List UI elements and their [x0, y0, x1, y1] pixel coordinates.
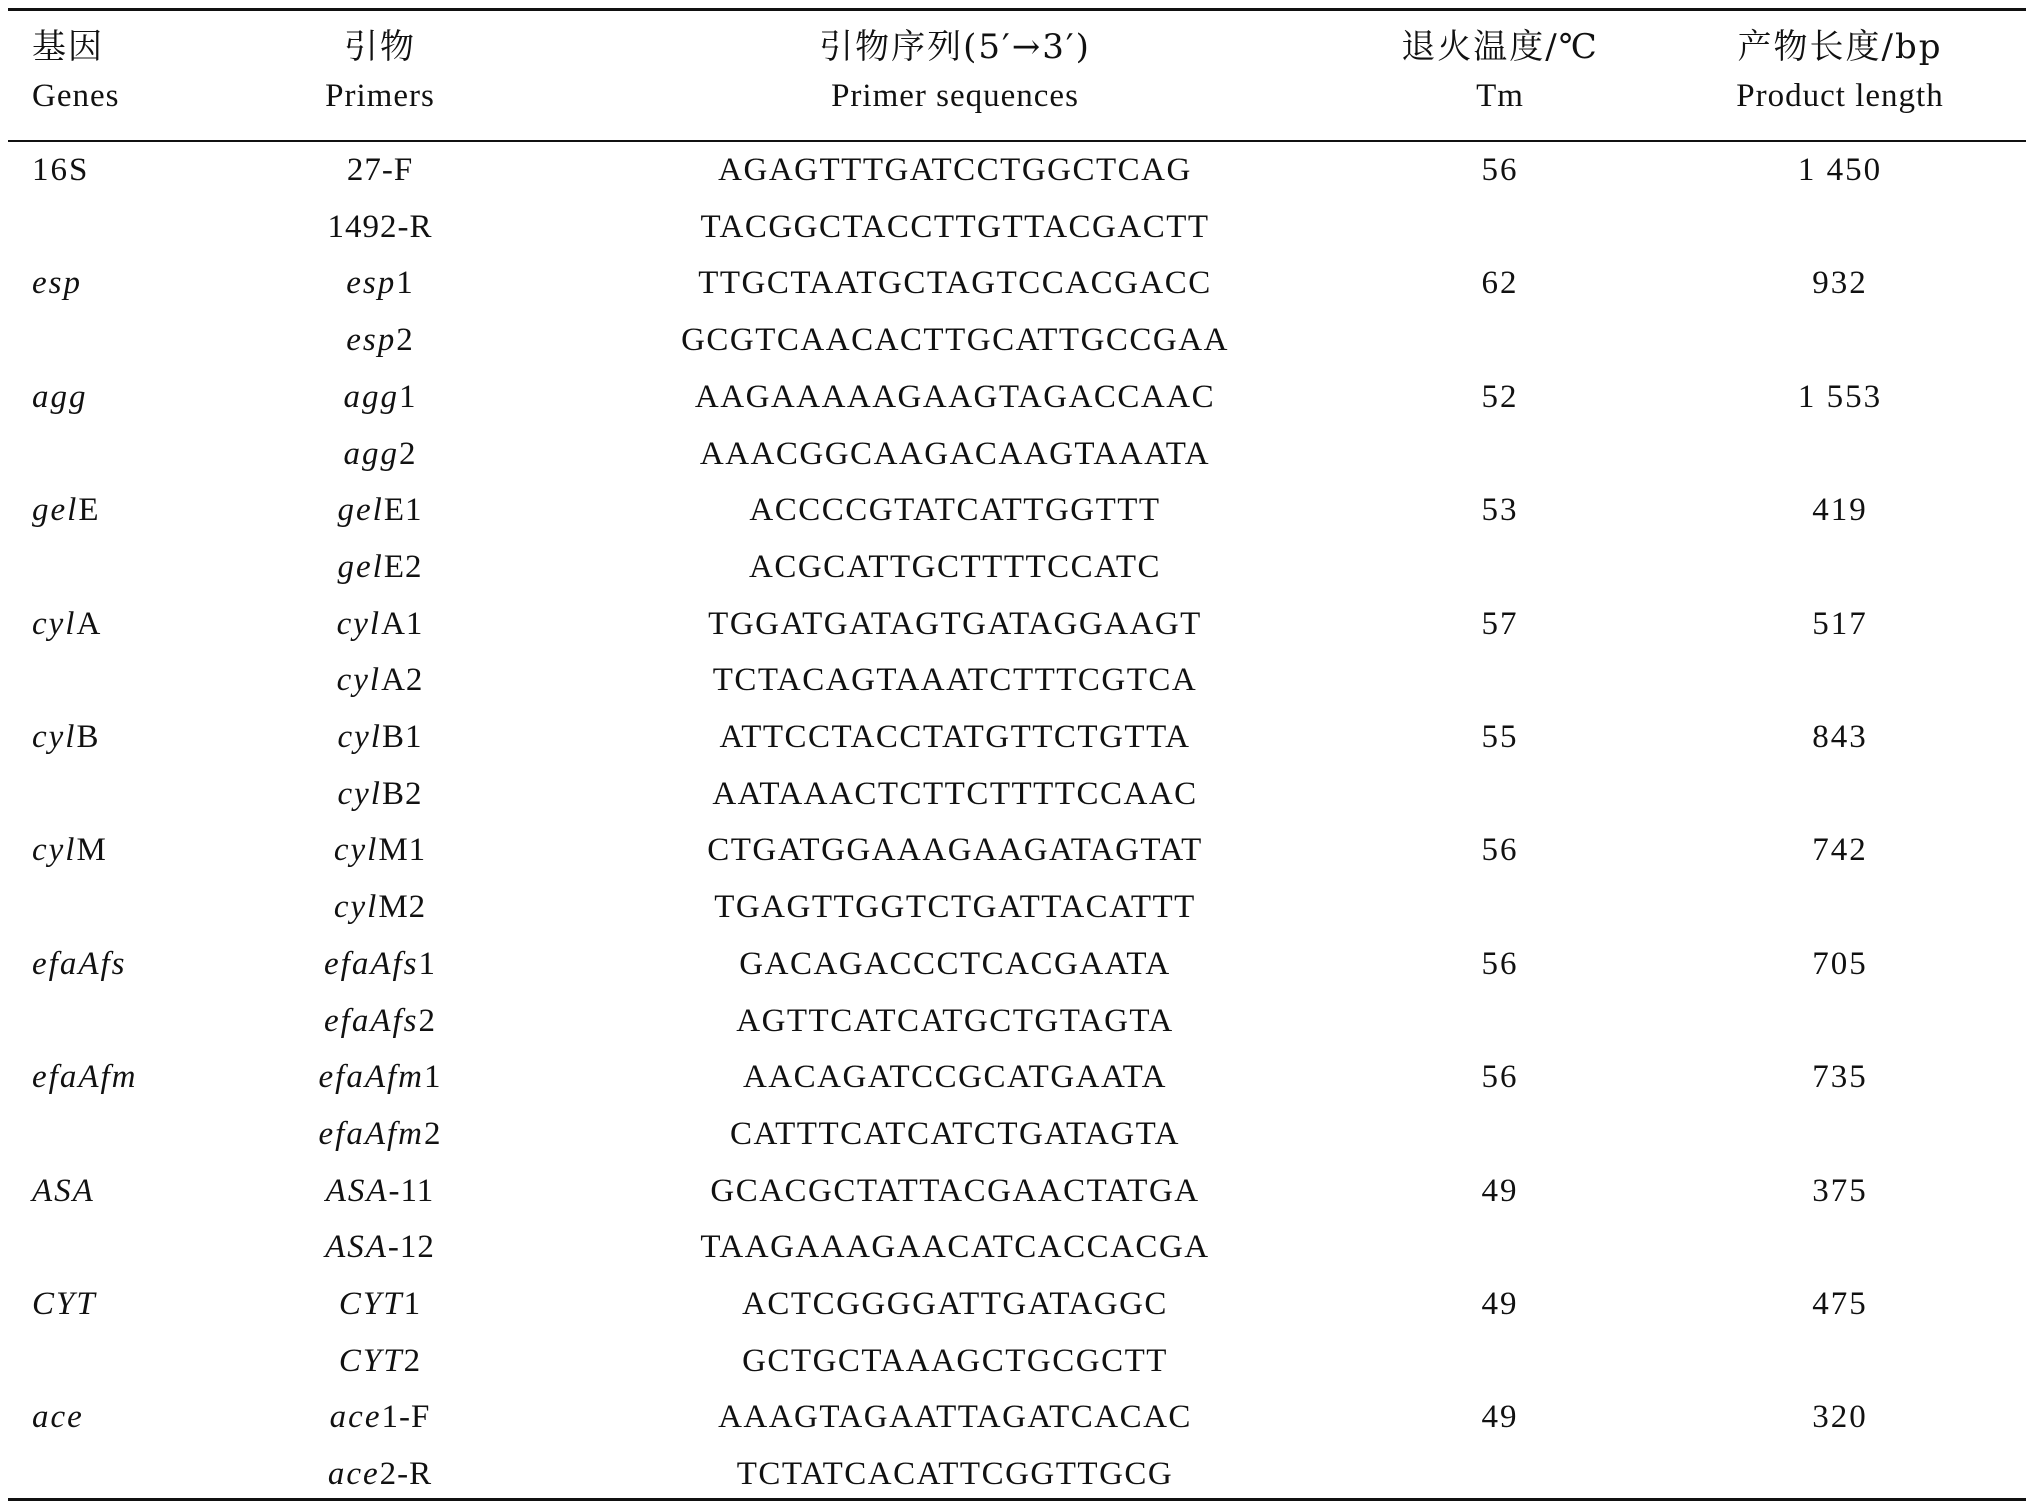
- primer-upright-part: E1: [383, 492, 423, 528]
- table-row: [0, 656, 2032, 713]
- primer-cell: 27-F: [346, 152, 414, 188]
- tm-cell: 62: [1481, 265, 1519, 301]
- length-cell: 419: [1812, 492, 1868, 528]
- length-cell: 320: [1812, 1399, 1868, 1435]
- gene-cell: [32, 826, 108, 874]
- table-row: [0, 997, 2032, 1054]
- table-row: [0, 600, 2032, 657]
- table-row: [0, 316, 2032, 373]
- sequence-cell: CTGATGGAAAGAAGATAGTAT: [707, 832, 1203, 868]
- sequence-cell: AAACGGCAAGACAAGTAAATA: [699, 436, 1211, 472]
- primer-italic-part: gel: [337, 492, 384, 528]
- primer-cell: [260, 316, 500, 364]
- primer-upright-part: 1: [396, 265, 414, 301]
- tm-cell: 56: [1481, 946, 1519, 982]
- primer-cell: [260, 1337, 500, 1385]
- table-row: [0, 1110, 2032, 1167]
- gene-upright-part: E: [78, 492, 101, 528]
- primer-cell: [260, 713, 500, 761]
- header-primers-en: Primers: [325, 78, 435, 114]
- header-length: [1700, 22, 1980, 120]
- tm-cell: 57: [1481, 606, 1519, 642]
- gene-cell: efaAfs: [32, 946, 127, 982]
- primer-upright-part: 1: [399, 379, 417, 415]
- primer-cell: [260, 1223, 500, 1271]
- primer-italic-part: cyl: [336, 662, 382, 698]
- primer-italic-part: efaAfm: [318, 1116, 424, 1152]
- header-sequences-zh: 引物序列(5′→3′): [819, 27, 1091, 67]
- sequence-cell: AGAGTTTGATCCTGGCTCAG: [718, 152, 1192, 188]
- primer-italic-part: CYT: [338, 1343, 404, 1379]
- primer-upright-part: M2: [378, 889, 427, 925]
- header-tm-en: Tm: [1476, 78, 1524, 114]
- primer-cell: [260, 430, 500, 478]
- primer-upright-part: -12: [387, 1229, 435, 1265]
- primer-italic-part: ASA: [325, 1229, 388, 1265]
- header-sequences-en: Primer sequences: [831, 78, 1079, 114]
- header-genes: [32, 22, 119, 120]
- primer-upright-part: 2: [403, 1343, 422, 1379]
- sequence-cell: TGGATGATAGTGATAGGAAGT: [708, 606, 1202, 642]
- primer-cell: [260, 1393, 500, 1441]
- primer-upright-part: A1: [381, 606, 424, 642]
- sequence-cell: TTGCTAATGCTAGTCCACGACC: [698, 265, 1212, 301]
- sequence-cell: GACAGACCCTCACGAATA: [739, 946, 1171, 982]
- sequence-cell: GCACGCTATTACGAACTATGA: [710, 1173, 1200, 1209]
- length-cell: 475: [1812, 1286, 1868, 1322]
- primer-italic-part: agg: [343, 436, 399, 472]
- primer-upright-part: 1: [418, 946, 436, 982]
- tm-cell: 53: [1481, 492, 1519, 528]
- table-row: [0, 373, 2032, 430]
- sequence-cell: ACTCGGGGATTGATAGGC: [742, 1286, 1168, 1322]
- primer-italic-part: ace: [327, 1456, 380, 1492]
- length-cell: 742: [1812, 832, 1868, 868]
- sequence-cell: TAAGAAAGAACATCACCACGA: [700, 1229, 1210, 1265]
- primer-italic-part: cyl: [337, 719, 382, 755]
- table-header-rule: [8, 140, 2026, 142]
- tm-cell: 56: [1481, 1059, 1519, 1095]
- sequence-cell: ACGCATTGCTTTTCCATC: [748, 549, 1161, 585]
- primer-italic-part: cyl: [333, 832, 379, 868]
- table-row: [0, 770, 2032, 827]
- tm-cell: 49: [1481, 1399, 1519, 1435]
- length-cell: 375: [1812, 1173, 1868, 1209]
- primer-italic-part: ASA: [325, 1173, 389, 1209]
- gene-upright-part: M: [76, 832, 108, 868]
- gene-cell: efaAfm: [32, 1059, 138, 1095]
- table-row: [0, 1280, 2032, 1337]
- gene-italic-part: cyl: [32, 832, 77, 868]
- primer-upright-part: 2: [399, 436, 417, 472]
- sequence-cell: ACCCCGTATCATTGGTTT: [749, 492, 1161, 528]
- length-cell: 843: [1812, 719, 1868, 755]
- length-cell: 735: [1812, 1059, 1868, 1095]
- table-row: [0, 1337, 2032, 1394]
- table-row: [0, 883, 2032, 940]
- table-row: [0, 1053, 2032, 1110]
- length-cell: 517: [1812, 606, 1868, 642]
- header-primers: [260, 22, 500, 120]
- sequence-cell: AATAAACTCTTCTTTTCCAAC: [712, 776, 1198, 812]
- table-row: [0, 1393, 2032, 1450]
- primer-italic-part: ace: [329, 1399, 382, 1435]
- primer-cell: [260, 1450, 500, 1498]
- gene-cell: ace: [32, 1399, 84, 1435]
- primer-italic-part: efaAfm: [318, 1059, 424, 1095]
- primer-italic-part: efaAfs: [324, 946, 419, 982]
- gene-cell: CYT: [32, 1286, 97, 1322]
- gene-cell: [32, 600, 102, 648]
- header-sequences: [610, 22, 1300, 120]
- table-row: [0, 940, 2032, 997]
- sequence-cell: TGAGTTGGTCTGATTACATTT: [714, 889, 1196, 925]
- gene-cell: [32, 486, 101, 534]
- primer-upright-part: 1: [403, 1286, 422, 1322]
- primer-upright-part: 2: [396, 322, 414, 358]
- primer-upright-part: B2: [381, 776, 423, 812]
- primer-cell: [260, 997, 500, 1045]
- primer-italic-part: CYT: [338, 1286, 404, 1322]
- primer-cell: [260, 486, 500, 534]
- primer-upright-part: E2: [383, 549, 423, 585]
- primer-cell: 1492-R: [327, 209, 433, 245]
- sequence-cell: AAAGTAGAATTAGATCACAC: [718, 1399, 1192, 1435]
- sequence-cell: ATTCCTACCTATGTTCTGTTA: [719, 719, 1191, 755]
- table-row: [0, 543, 2032, 600]
- primer-upright-part: A2: [381, 662, 424, 698]
- primer-cell: [260, 1167, 500, 1215]
- table-row: [0, 146, 2032, 203]
- primer-upright-part: 2: [418, 1003, 436, 1039]
- tm-cell: 55: [1481, 719, 1519, 755]
- table-top-rule: [8, 8, 2026, 11]
- gene-cell: ASA: [32, 1173, 95, 1209]
- primer-upright-part: 1: [423, 1059, 442, 1095]
- length-cell: 932: [1812, 265, 1868, 301]
- gene-upright-part: B: [76, 719, 101, 755]
- sequence-cell: CATTTCATCATCTGATAGTA: [729, 1116, 1181, 1152]
- primer-italic-part: cyl: [336, 606, 382, 642]
- gene-italic-part: gel: [32, 492, 79, 528]
- primer-upright-part: M1: [378, 832, 427, 868]
- sequence-cell: AAGAAAAAGAAGTAGACCAAC: [694, 379, 1216, 415]
- header-tm: [1380, 22, 1620, 120]
- sequence-cell: GCGTCAACACTTGCATTGCCGAA: [681, 322, 1229, 358]
- header-length-zh: 产物长度/bp: [1737, 27, 1943, 67]
- tm-cell: 56: [1481, 832, 1519, 868]
- primer-upright-part: 2: [423, 1116, 442, 1152]
- primer-upright-part: 1-F: [381, 1399, 431, 1435]
- primer-upright-part: 2-R: [379, 1456, 433, 1492]
- length-cell: 1 553: [1797, 379, 1883, 415]
- gene-cell: esp: [32, 265, 82, 301]
- gene-cell: [32, 713, 100, 761]
- gene-italic-part: cyl: [32, 719, 77, 755]
- primer-italic-part: esp: [346, 322, 397, 358]
- primer-cell: [260, 940, 500, 988]
- primer-italic-part: gel: [337, 549, 384, 585]
- primer-cell: [260, 656, 500, 704]
- primer-cell: [260, 1280, 500, 1328]
- header-genes-zh: 基因: [32, 27, 104, 67]
- tm-cell: 49: [1481, 1173, 1519, 1209]
- primer-cell: [260, 1110, 500, 1158]
- sequence-cell: TCTATCACATTCGGTTGCG: [736, 1456, 1174, 1492]
- sequence-cell: AGTTCATCATGCTGTAGTA: [736, 1003, 1174, 1039]
- table-row: [0, 203, 2032, 260]
- primer-cell: [260, 600, 500, 648]
- sequence-cell: TACGGCTACCTTGTTACGACTT: [700, 209, 1210, 245]
- table-header: [0, 22, 2032, 132]
- header-tm-zh: 退火温度/℃: [1401, 27, 1599, 67]
- primer-cell: [260, 826, 500, 874]
- table-row: [0, 1223, 2032, 1280]
- tm-cell: 56: [1481, 152, 1519, 188]
- tm-cell: 52: [1481, 379, 1519, 415]
- header-primers-zh: 引物: [344, 27, 416, 67]
- primer-italic-part: cyl: [333, 889, 379, 925]
- primer-cell: [260, 373, 500, 421]
- tm-cell: 49: [1481, 1286, 1519, 1322]
- header-genes-en: Genes: [32, 78, 120, 114]
- table-row: [0, 826, 2032, 883]
- table-bottom-rule: [8, 1498, 2026, 1501]
- primer-italic-part: agg: [343, 379, 399, 415]
- primer-cell: [260, 770, 500, 818]
- primer-upright-part: -11: [388, 1173, 435, 1209]
- primer-cell: [260, 543, 500, 591]
- sequence-cell: AACAGATCCGCATGAATA: [742, 1059, 1168, 1095]
- sequence-cell: TCTACAGTAAATCTTTCGTCA: [712, 662, 1198, 698]
- primer-italic-part: cyl: [337, 776, 382, 812]
- table-row: [0, 486, 2032, 543]
- primer-upright-part: B1: [381, 719, 423, 755]
- gene-upright-part: A: [76, 606, 103, 642]
- length-cell: 705: [1812, 946, 1868, 982]
- table-row: [0, 713, 2032, 770]
- primer-cell: [260, 883, 500, 931]
- table-row: [0, 430, 2032, 487]
- header-length-en: Product length: [1736, 78, 1944, 114]
- primer-cell: [260, 259, 500, 307]
- primer-cell: [260, 1053, 500, 1101]
- table-row: [0, 259, 2032, 316]
- sequence-cell: GCTGCTAAAGCTGCGCTT: [742, 1343, 1168, 1379]
- gene-cell: agg: [32, 379, 88, 415]
- length-cell: 1 450: [1797, 152, 1883, 188]
- gene-cell: 16S: [32, 152, 90, 188]
- gene-italic-part: cyl: [32, 606, 77, 642]
- table-row: [0, 1167, 2032, 1224]
- primer-italic-part: esp: [346, 265, 397, 301]
- primer-italic-part: efaAfs: [324, 1003, 419, 1039]
